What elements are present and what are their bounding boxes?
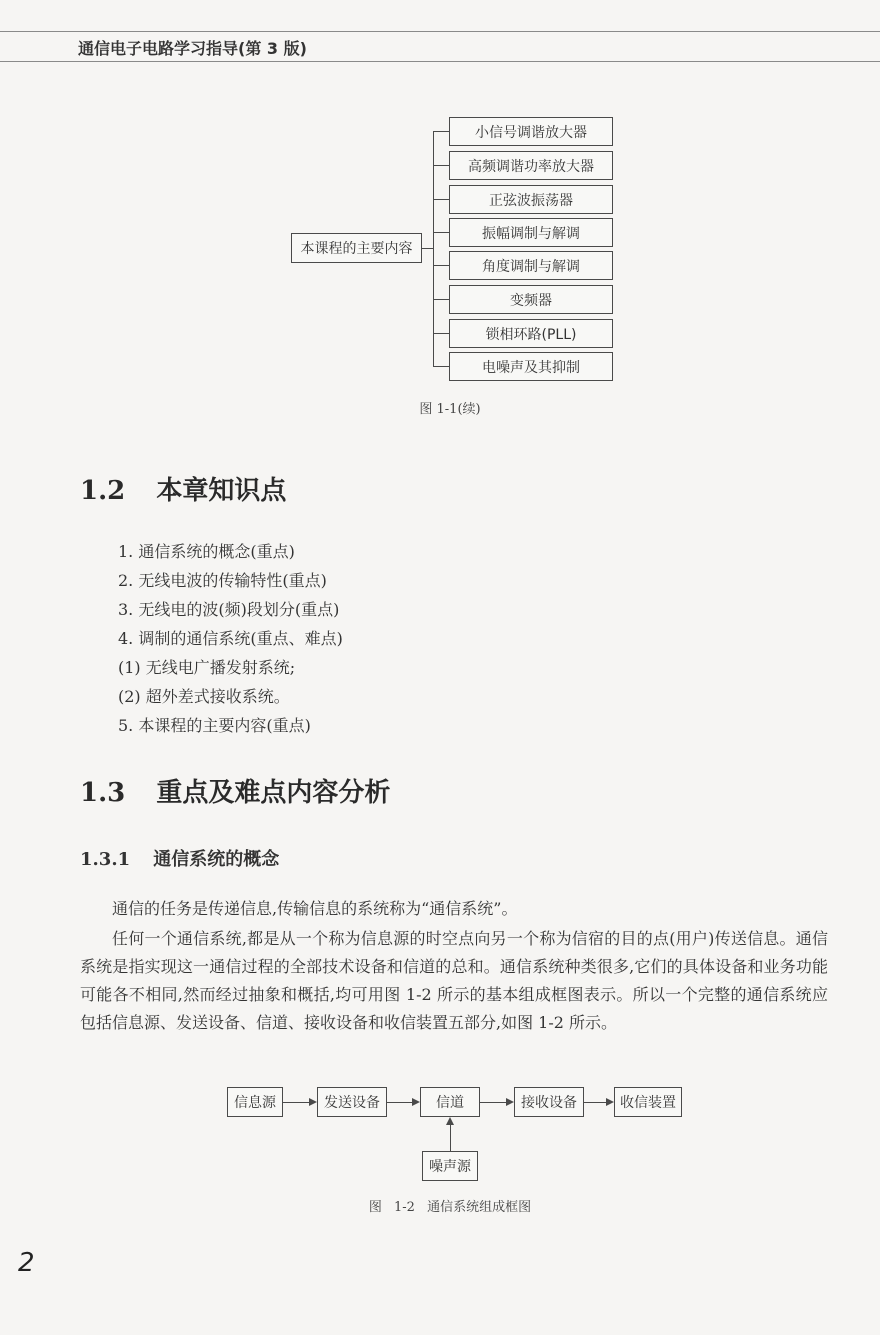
arrow-line bbox=[584, 1102, 608, 1103]
page-number: 2 bbox=[18, 1248, 35, 1278]
arrowhead-right bbox=[606, 1098, 614, 1106]
figure-1-2-caption: 图 1-2 通信系统组成框图 bbox=[368, 1200, 532, 1215]
figure-1-1-caption: 图 1-1(续) bbox=[419, 402, 481, 417]
section-title: 本章知识点 bbox=[156, 476, 287, 506]
arrow-line bbox=[450, 1125, 451, 1151]
arrow-line bbox=[480, 1102, 508, 1103]
paragraph: 通信的任务是传递信息,传输信息的系统称为“通信系统”。 bbox=[112, 899, 518, 918]
tree-branch-box: 小信号调谐放大器 bbox=[449, 117, 613, 146]
tree-branch-connector bbox=[433, 265, 449, 266]
list-item: 3. 无线电的波(频)段划分(重点) bbox=[118, 600, 340, 619]
block-noise: 噪声源 bbox=[422, 1151, 478, 1181]
subsection-1-3-1-heading bbox=[80, 845, 279, 871]
tree-branch-box: 电噪声及其抑制 bbox=[449, 352, 613, 381]
tree-branch-box: 变频器 bbox=[449, 285, 613, 314]
tree-branch-connector bbox=[433, 232, 449, 233]
tree-branch-box: 正弦波振荡器 bbox=[449, 185, 613, 214]
subsection-title: 通信系统的概念 bbox=[153, 849, 280, 870]
tree-branch-box: 角度调制与解调 bbox=[449, 251, 613, 280]
arrowhead-right bbox=[506, 1098, 514, 1106]
tree-branch-box: 锁相环路(PLL) bbox=[449, 319, 613, 348]
block-sink: 收信装置 bbox=[614, 1087, 682, 1117]
block-channel: 信道 bbox=[420, 1087, 480, 1117]
subsection-number: 1.3.1 bbox=[80, 849, 131, 870]
arrowhead-right bbox=[309, 1098, 317, 1106]
arrow-line bbox=[283, 1102, 311, 1103]
tree-branch-connector bbox=[433, 199, 449, 200]
tree-branch-connector bbox=[433, 299, 449, 300]
running-header: 通信电子电路学习指导(第 3 版) bbox=[78, 39, 307, 58]
tree-branch-box: 振幅调制与解调 bbox=[449, 218, 613, 247]
list-item: 1. 通信系统的概念(重点) bbox=[118, 542, 295, 561]
list-item: (1) 无线电广播发射系统; bbox=[118, 658, 296, 677]
arrow-line bbox=[387, 1102, 414, 1103]
block-source: 信息源 bbox=[227, 1087, 283, 1117]
tree-root-box: 本课程的主要内容 bbox=[291, 233, 422, 263]
tree-branch-connector bbox=[433, 366, 449, 367]
section-number: 1.2 bbox=[80, 476, 126, 506]
tree-branch-connector bbox=[433, 131, 449, 132]
block-transmitter: 发送设备 bbox=[317, 1087, 387, 1117]
section-1-3-heading bbox=[80, 772, 390, 809]
section-title: 重点及难点内容分析 bbox=[156, 778, 391, 808]
tree-branch-box: 高频调谐功率放大器 bbox=[449, 151, 613, 180]
tree-branch-connector bbox=[433, 333, 449, 334]
list-item: 2. 无线电波的传输特性(重点) bbox=[118, 571, 327, 590]
list-item: 4. 调制的通信系统(重点、难点) bbox=[118, 629, 343, 648]
block-receiver: 接收设备 bbox=[514, 1087, 584, 1117]
tree-branch-connector bbox=[433, 165, 449, 166]
section-number: 1.3 bbox=[80, 778, 126, 808]
header-top-rule bbox=[0, 31, 880, 32]
list-item: 5. 本课程的主要内容(重点) bbox=[118, 716, 311, 735]
arrowhead-right bbox=[412, 1098, 420, 1106]
arrowhead-up bbox=[446, 1117, 454, 1125]
paragraph: 任何一个通信系统,都是从一个称为信息源的时空点向另一个称为信宿的目的点(用户)传送信息。通信系统是指实现这一通信过程的全部技术设备和信道的总和。通信系统种类很多,它们的具体设备和业务功能可能各不相同,然而经过抽象和概括,均可用图 1-2 所示的基本组成框图表示。所以一个完整的通信系统应包括信息源、发送设备、信道、接收设备和收信装置五部分,如图 1-2 所示。 bbox=[80, 929, 828, 1032]
section-1-2-heading bbox=[80, 470, 286, 507]
tree-spine bbox=[433, 131, 434, 367]
list-item: (2) 超外差式接收系统。 bbox=[118, 687, 290, 706]
header-bottom-rule bbox=[0, 61, 880, 62]
